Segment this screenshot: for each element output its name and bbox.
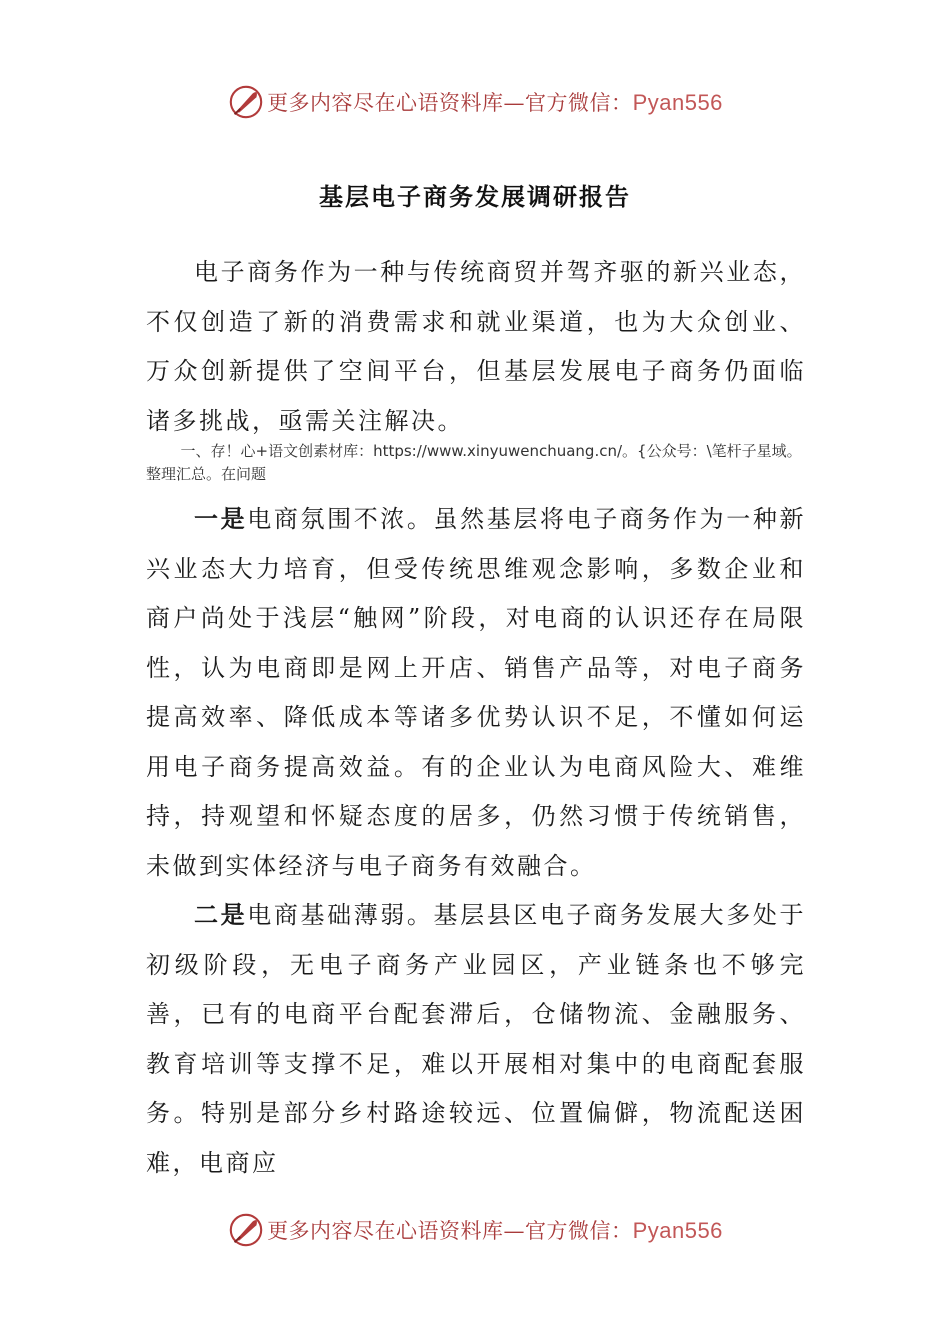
banner-text: 更多内容尽在心语资料库—官方微信：Pyan556	[267, 1218, 723, 1243]
header-banner	[0, 80, 950, 124]
quill-logo-icon	[227, 1211, 265, 1249]
section-lead: 一是	[194, 505, 248, 533]
banner-text: 更多内容尽在心语资料库—官方微信：Pyan556	[267, 90, 723, 115]
section-body: 电商基础薄弱。基层县区电子商务发展大多处于初级阶段，无电子商务产业园区，产业链条也不够完善，已有的电商平台配套滞后，仓储物流、金融服务、教育培训等支撑不足，难以开展相对集中的电商配套服务。特别是部分乡村路途较远、位置偏僻，物流配送困难，电商应	[146, 901, 807, 1177]
source-note: 一、存！心+语文创素材库：https://www.xinyuwenchuang.cn/。{公众号：\笔杆子星域。整理汇总。在问题	[146, 442, 802, 483]
wechat-id: Pyan556	[632, 90, 723, 115]
section-paragraph	[146, 495, 806, 891]
wechat-id: Pyan556	[632, 1218, 723, 1243]
section-lead: 二是	[194, 901, 248, 929]
intro-paragraph: 电子商务作为一种与传统商贸并驾齐驱的新兴业态，不仅创造了新的消费需求和就业渠道，也为大众创业、万众创新提供了空间平台，但基层发展电子商务仍面临诸多挑战，亟需关注解决。	[146, 258, 806, 435]
section-paragraph	[146, 891, 806, 1188]
footer-banner	[0, 1208, 950, 1252]
page-title: 基层电子商务发展调研报告	[319, 183, 631, 211]
section-body: 电商氛围不浓。虽然基层将电子商务作为一种新兴业态大力培育，但受传统思维观念影响，多数企业和商户尚处于浅层“触网”阶段，对电商的认识还存在局限性，认为电商即是网上开店、销售产品等，对电子商务提高效率、降低成本等诸多优势认识不足，不懂如何运用电子商务提高效益。有的企业认为电商风险大、难维持，持观望和怀疑态度的居多，仍然习惯于传统销售，未做到实体经济与电子商务有效融合。	[146, 505, 807, 880]
quill-logo-icon	[227, 83, 265, 121]
